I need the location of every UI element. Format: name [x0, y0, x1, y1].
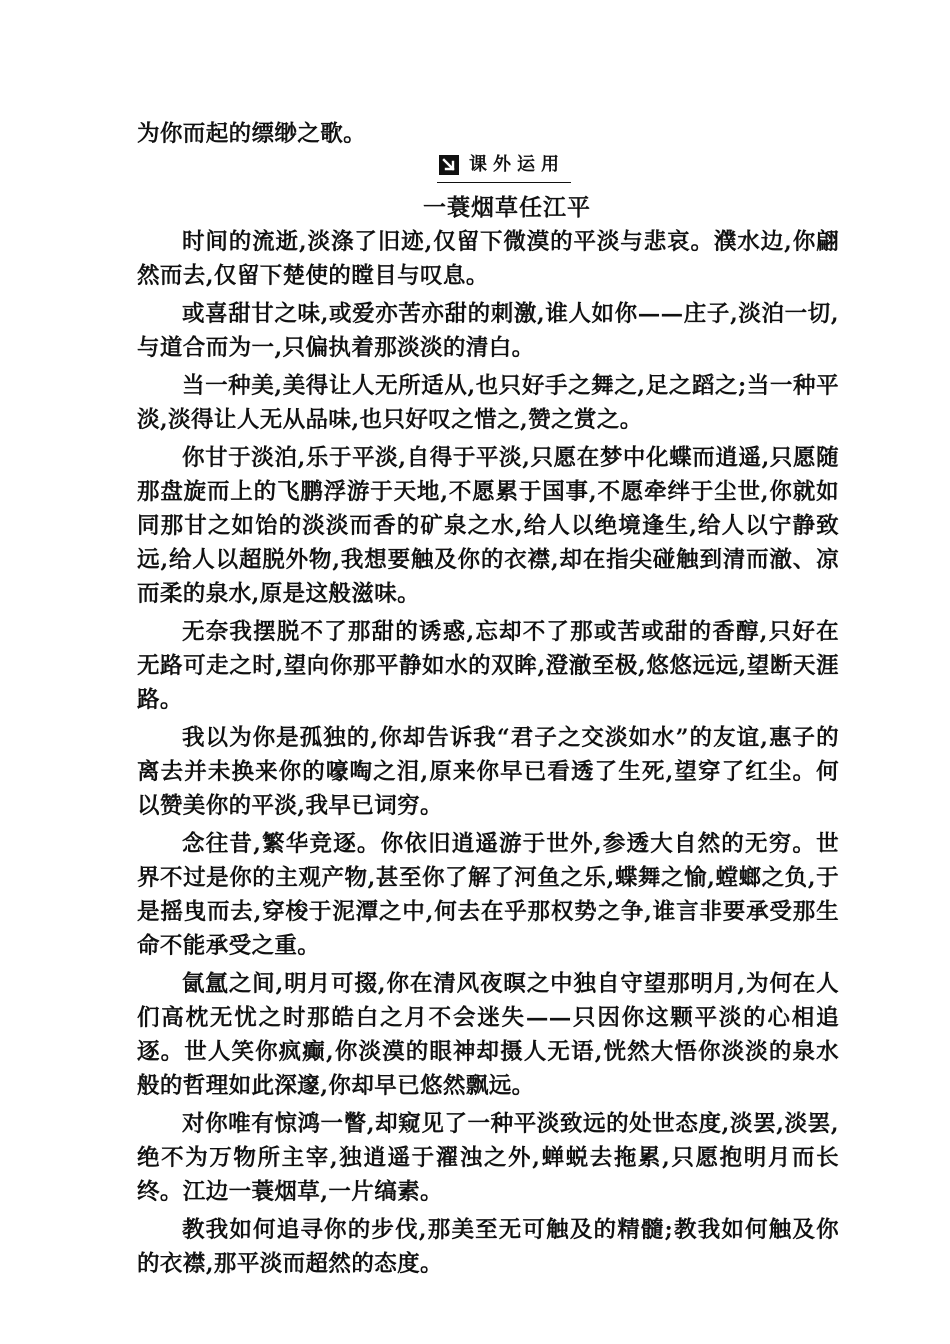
section-label: 课外运用: [469, 154, 565, 175]
lead-line: 为你而起的缥缈之歌。: [137, 121, 367, 147]
paragraph: 我以为你是孤独的,你却告诉我“君子之交淡如水”的友谊,惠子的离去并未换来你的嚎啕之泪,原来你早已看透了生死,望穿了红尘。何以赞美你的平淡,我早已词穷。: [137, 725, 839, 819]
arrow-down-right-icon: [439, 155, 459, 175]
paragraph: 时间的流逝,淡涤了旧迹,仅留下微漠的平淡与悲哀。濮水边,你翩然而去,仅留下楚使的瞠目与叹息。: [137, 229, 839, 289]
paragraph: 对你唯有惊鸿一瞥,却窥见了一种平淡致远的处世态度,淡罢,淡罢,绝不为万物所主宰,独逍遥于濯浊之外,蝉蜕去拖累,只愿抱明月而长终。江边一蓑烟草,一片缟素。: [137, 1111, 839, 1205]
section-banner: [437, 150, 571, 183]
essay-title: 一蓑烟草任江平: [423, 194, 591, 221]
paragraph: 无奈我摆脱不了那甜的诱惑,忘却不了那或苦或甜的香醇,只好在无路可走之时,望向你那平静如水的双眸,澄澈至极,悠悠远远,望断天涯路。: [137, 619, 839, 713]
paragraph: 当一种美,美得让人无所适从,也只好手之舞之,足之蹈之;当一种平淡,淡得让人无从品味,也只好叹之惜之,赞之赏之。: [137, 373, 839, 433]
paragraph: 氤氲之间,明月可掇,你在清风夜暝之中独自守望那明月,为何在人们高枕无忧之时那皓白之月不会迷失——只因你这颗平淡的心相追逐。世人笑你疯癫,你淡漠的眼神却摄人无语,恍然大悟你淡淡的泉水般的哲理如此深邃,你却早已悠然飘远。: [137, 971, 839, 1099]
essay-body: [137, 225, 839, 1285]
paragraph: 或喜甜甘之味,或爱亦苦亦甜的刺激,谁人如你——庄子,淡泊一切,与道合而为一,只偏执着那淡淡的清白。: [137, 301, 839, 361]
paragraph: 教我如何追寻你的步伐,那美至无可触及的精髓;教我如何触及你的衣襟,那平淡而超然的态度。: [137, 1217, 839, 1277]
paragraph: 你甘于淡泊,乐于平淡,自得于平淡,只愿在梦中化蝶而逍遥,只愿随那盘旋而上的飞鹏浮游于天地,不愿累于国事,不愿牵绊于尘世,你就如同那甘之如饴的淡淡而香的矿泉之水,给人以绝境逢生,给人以宁静致远,给人以超脱外物,我想要触及你的衣襟,却在指尖碰触到清而澈、凉而柔的泉水,原是这般滋味。: [137, 445, 839, 607]
paragraph: 念往昔,繁华竞逐。你依旧逍遥游于世外,参透大自然的无穷。世界不过是你的主观产物,甚至你了解了河鱼之乐,蝶舞之愉,螳螂之负,于是摇曳而去,穿梭于泥潭之中,何去在乎那权势之争,谁言非要承受那生命不能承受之重。: [137, 831, 839, 959]
